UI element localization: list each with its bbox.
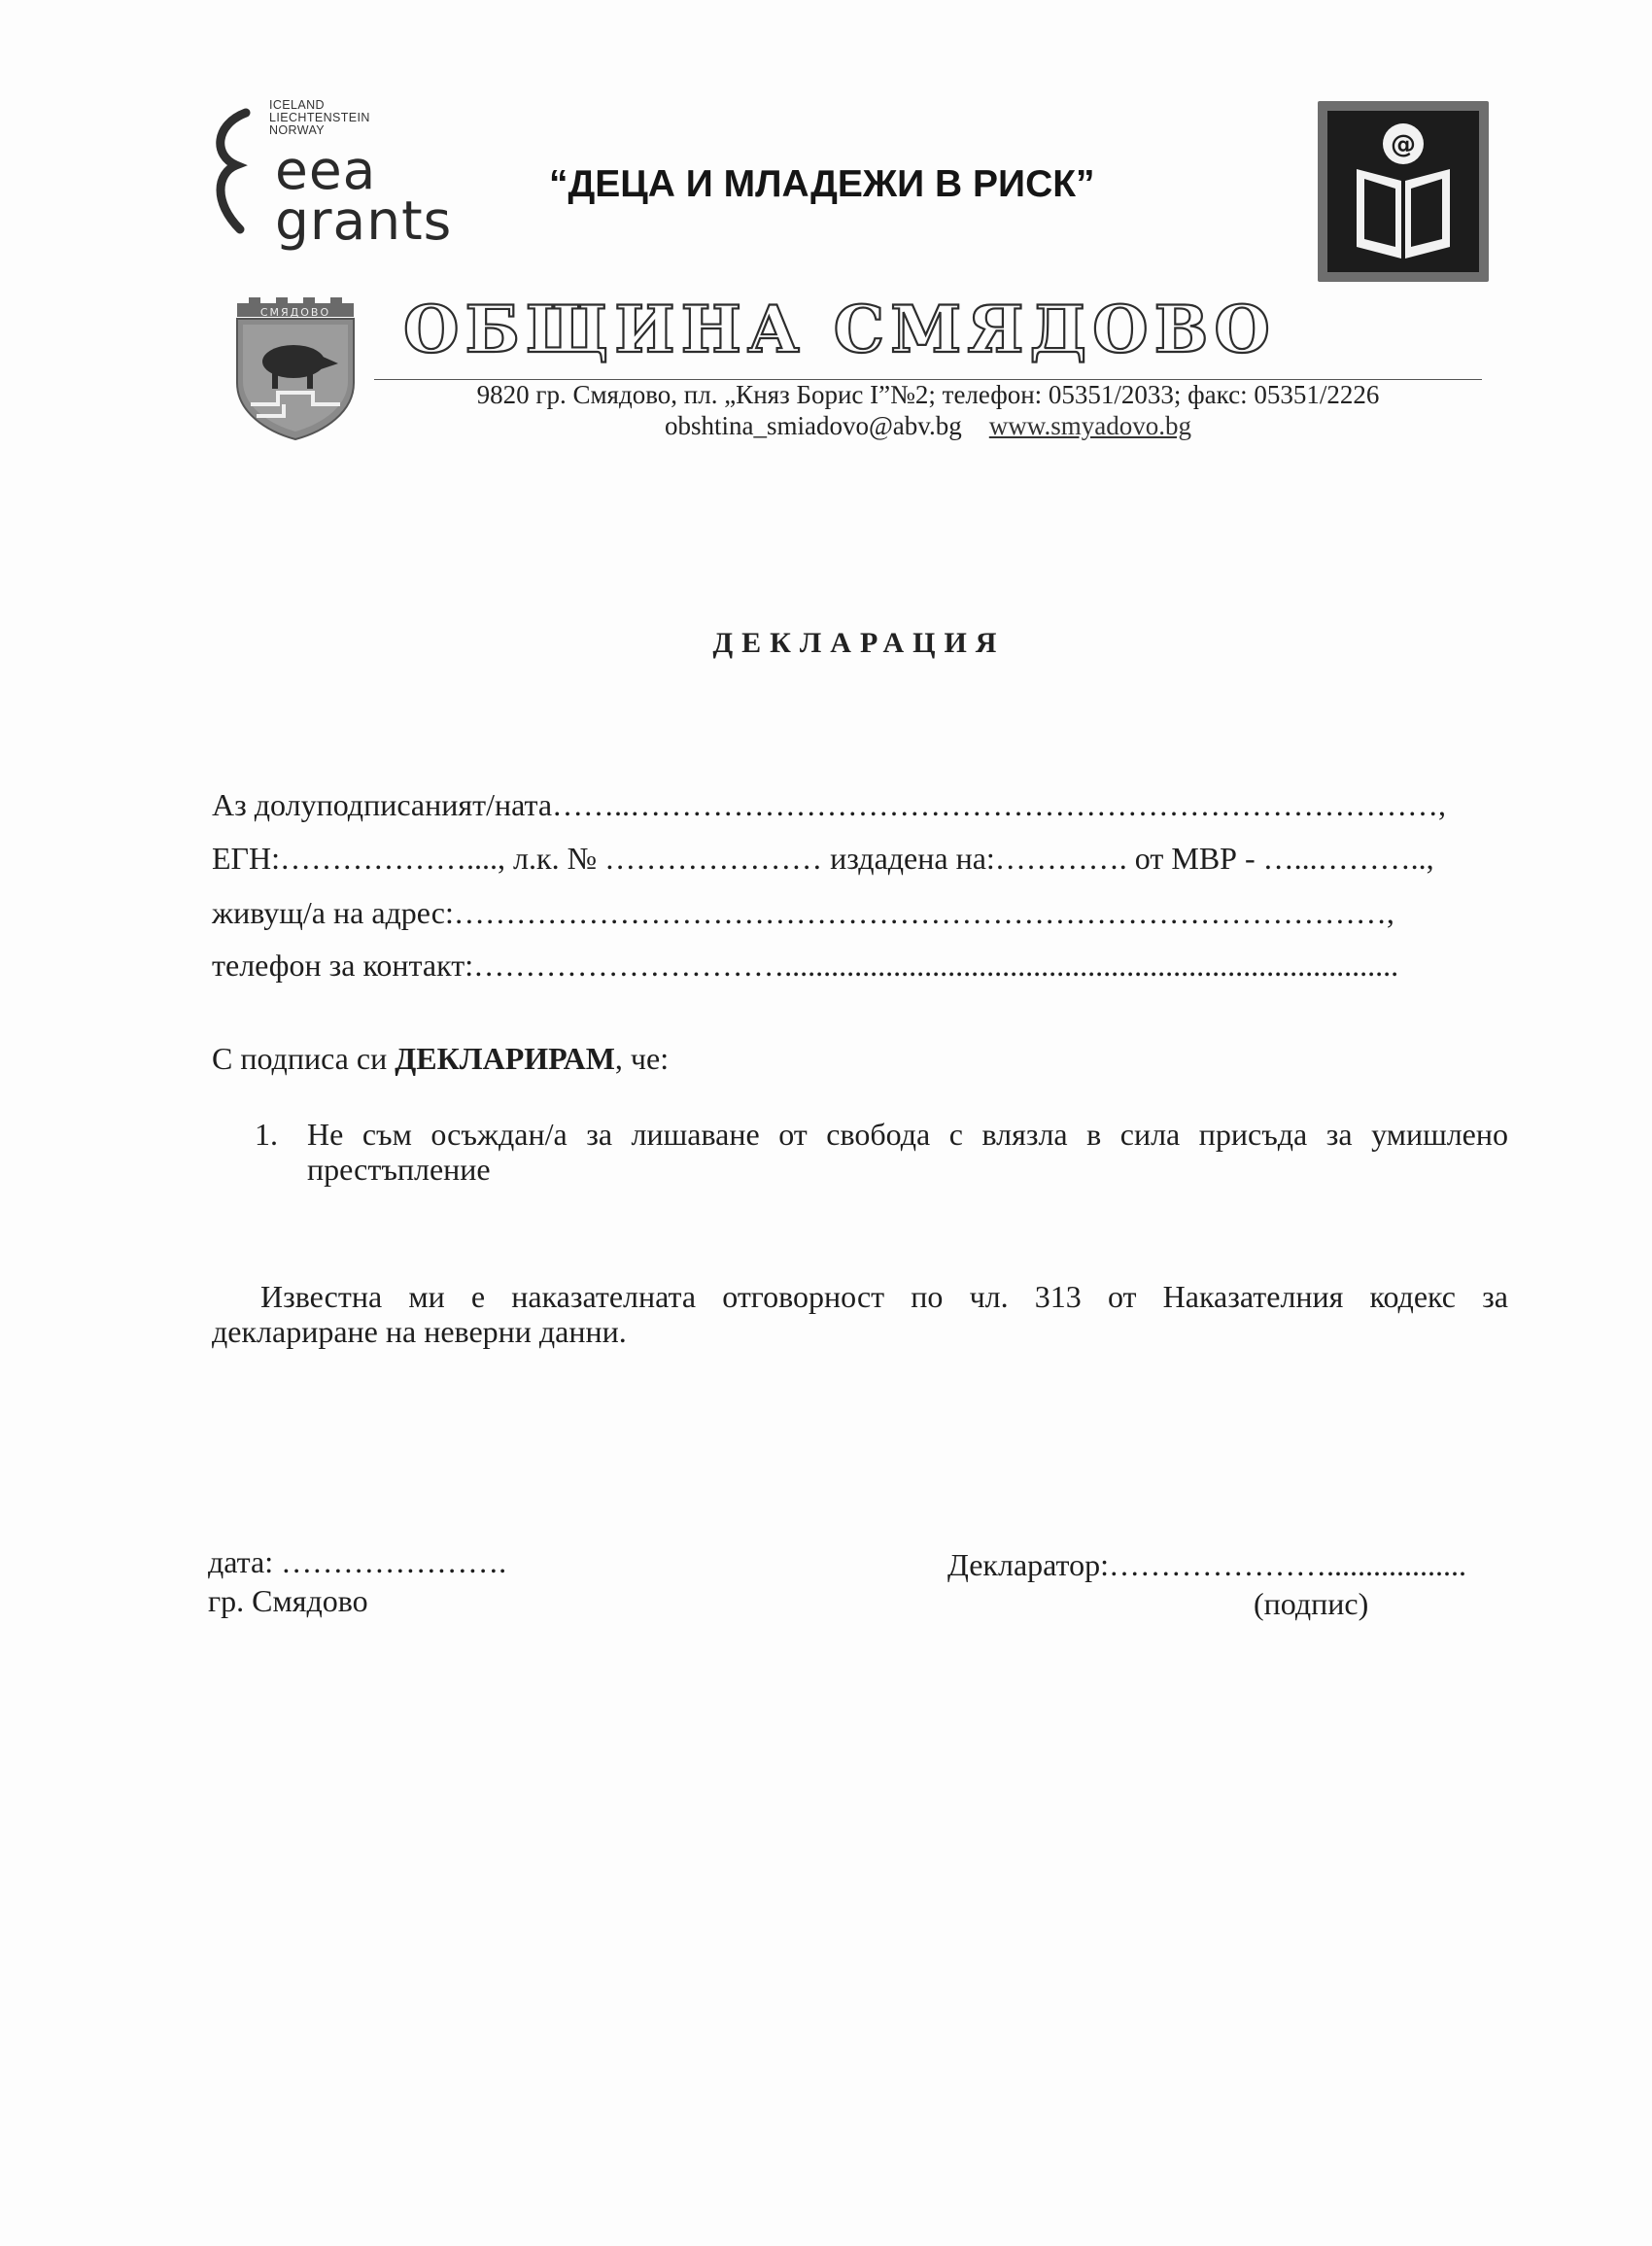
declare-keyword: ДЕКЛАРИРАМ	[395, 1041, 615, 1076]
book-icon	[1318, 101, 1489, 282]
city-text: гр. Смядово	[208, 1583, 368, 1618]
declaration-intro	[212, 1039, 669, 1078]
item-number: 1.	[255, 1117, 278, 1152]
declare-suffix: , че:	[614, 1041, 670, 1076]
eea-grants-logo	[207, 97, 460, 262]
id-field-line: ЕГН:………………...., л.к. № ………………… издадена на:…………. от МВР - …...………..,	[212, 841, 1434, 876]
document-title: ДЕКЛАРАЦИЯ	[712, 627, 1006, 659]
book-at-icon	[1318, 101, 1489, 282]
municipality-name: ОБЩИНА СМЯДОВО	[403, 292, 1276, 367]
municipality-contacts	[369, 410, 1487, 441]
municipality-address: 9820 гр. Смядово, пл. „Княз Борис I”№2; телефон: 05351/2033; факс: 05351/2226	[476, 380, 1380, 409]
at-symbol: @	[1391, 130, 1416, 159]
website-link[interactable]: www.smyadovo.bg	[988, 411, 1192, 440]
email-text: obshtina_smiadovo@abv.bg	[664, 411, 962, 440]
project-title: “ДЕЦА И МЛАДЕЖИ В РИСК”	[549, 163, 1095, 205]
item-text-line: Не съм осъждан/а за лишаване от свобода с влязла в сила присъда за умишлено	[307, 1117, 1508, 1152]
note-line: деклариране на неверни данни.	[212, 1314, 627, 1349]
note-line: Известна ми е наказателната отговорност по чл. 313 от Наказателния кодекс за	[260, 1279, 1508, 1314]
phone-field-line: телефон за контакт:…………………………...............................................................................	[212, 948, 1399, 983]
declare-prefix: С подписа си	[212, 1041, 396, 1076]
date-field: дата: ………………….	[208, 1544, 507, 1579]
coat-text: СМЯДОВО	[259, 306, 331, 319]
eea-country: ICELAND	[269, 98, 325, 112]
eea-country: LIECHTENSTEIN	[269, 111, 370, 124]
smyadovo-coat-of-arms-icon	[231, 295, 360, 441]
eea-countries	[269, 99, 370, 137]
grants-word: grants	[275, 190, 453, 252]
eea-swirl-icon	[207, 105, 258, 236]
signature-caption: (подпис)	[1254, 1586, 1369, 1621]
declarant-field: Декларатор:…………………..................	[947, 1547, 1466, 1582]
item-text-line: престъпление	[307, 1152, 491, 1187]
eea-country: NORWAY	[269, 123, 326, 137]
name-field-line: Аз долуподписаният/ната……..……………………………………………………………………,	[212, 787, 1447, 822]
address-field-line: живущ/а на адрес:………………………………………………………………………………,	[212, 895, 1394, 930]
eea-word: eea	[275, 139, 377, 201]
